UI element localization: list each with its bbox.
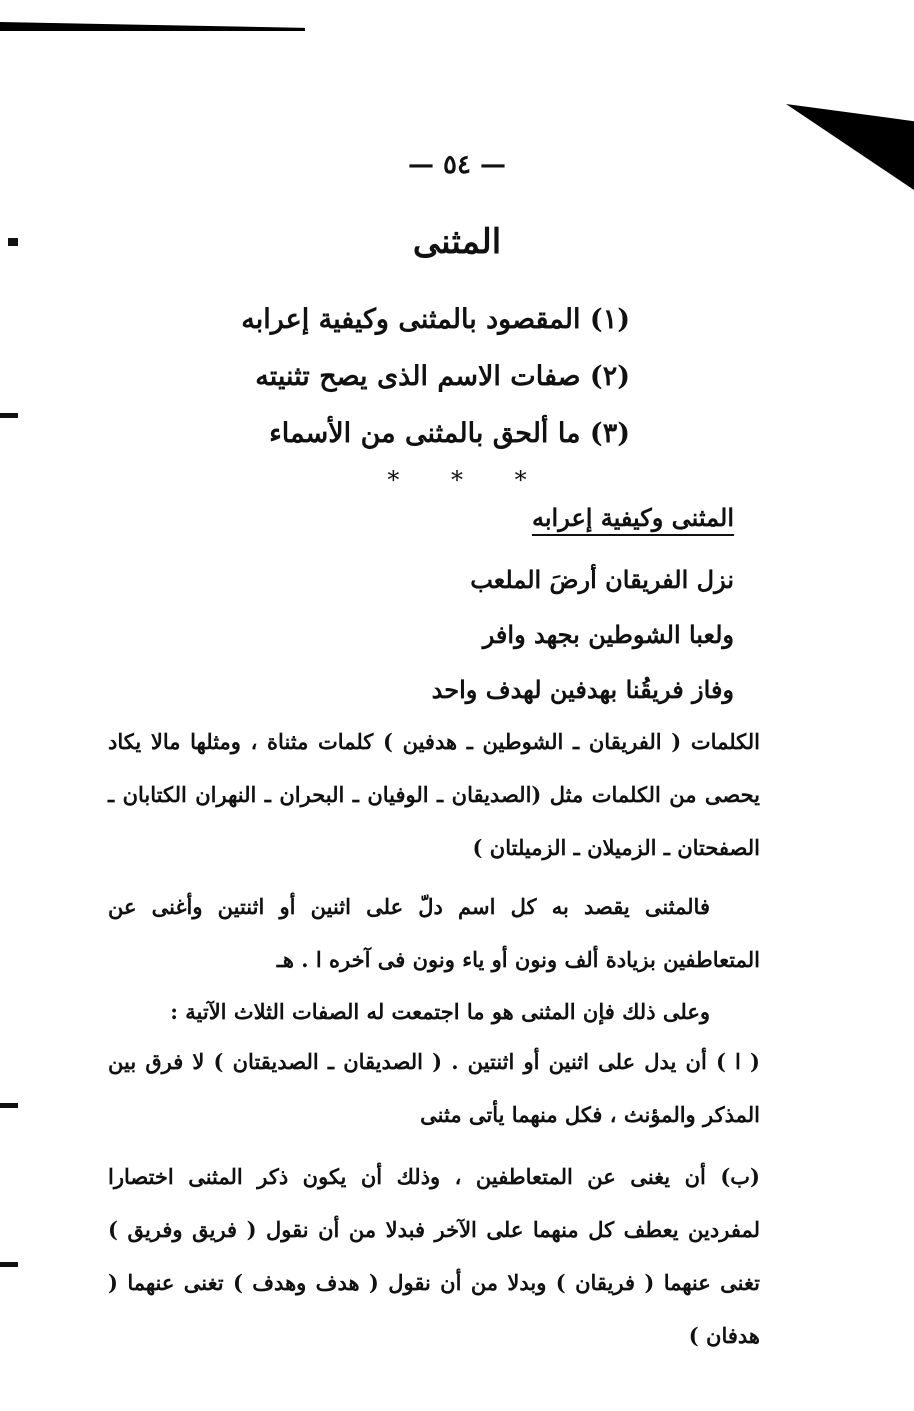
section-separator: * * *: [387, 466, 549, 494]
contents-list: [241, 298, 630, 469]
example-sentence: نزل الفريقان أرضَ الملعب: [470, 565, 734, 594]
margin-mark: [0, 413, 18, 418]
paragraph-text: الكلمات ( الفريقان ـ الشوطين ـ هدفين ) كلمات مثناة ، ومثلها مالا يكاد يحصى من الكلمات مثل (الصديقان ـ الوفيان ـ البحران ـ النهران الكتابان ـ الصفحتان ـ الزميلان ـ الزميلتان ): [108, 729, 760, 860]
example-sentence: ولعبا الشوطين بجهد وافر: [482, 620, 734, 649]
contents-item: (١) المقصود بالمثنى وكيفية إعرابه: [241, 304, 630, 335]
margin-mark: [0, 1262, 18, 1267]
paragraph-conditions-intro: وعلى ذلك فإن المثنى هو ما اجتمعت له الصفات الثلاث الآتية :: [170, 999, 710, 1024]
section-heading: المثنى وكيفية إعرابه: [532, 503, 734, 536]
contents-item: (٢) صفات الاسم الذى يصح تثنيته: [255, 361, 630, 392]
paragraph-definition: فالمثنى يقصد به كل اسم دلّ على اثنين أو اثنتين وأغنى عن المتعاطفين بزيادة ألف ونون أو ياء ونون فى آخره ا . هـ: [108, 894, 760, 972]
contents-item: (٣) ما ألحق بالمثنى من الأسماء: [269, 418, 630, 449]
scan-edge-top: [0, 22, 305, 31]
page-number: — ٥٤ —: [407, 150, 507, 180]
example-sentence: وفاز فريقُنا بهدفين لهدف واحد: [431, 675, 734, 704]
paragraph-condition-b: (ب) أن يغنى عن المتعاطفين ، وذلك أن يكون ذكر المثنى اختصارا لمفردين يعطف كل منهما على الآخر فبدلا من أن نقول ( فريق وفريق ) تغنى عنهما ( فريقان ) وبدلا من أن نقول ( هدف وهدف ) تغنى عنهما ( هدفان ): [108, 1164, 760, 1348]
paragraph-condition-a: ( ا ) أن يدل على اثنين أو اثنتين . ( الصديقان ـ الصديقتان ) لا فرق بين المذكر والمؤنث ، فكل منهما يأتى مثنى: [108, 1049, 760, 1127]
paragraph-dual-words: [108, 715, 760, 874]
margin-mark: [0, 1103, 18, 1108]
example-sentences: [432, 558, 734, 723]
chapter-title: المثنى: [412, 222, 502, 262]
